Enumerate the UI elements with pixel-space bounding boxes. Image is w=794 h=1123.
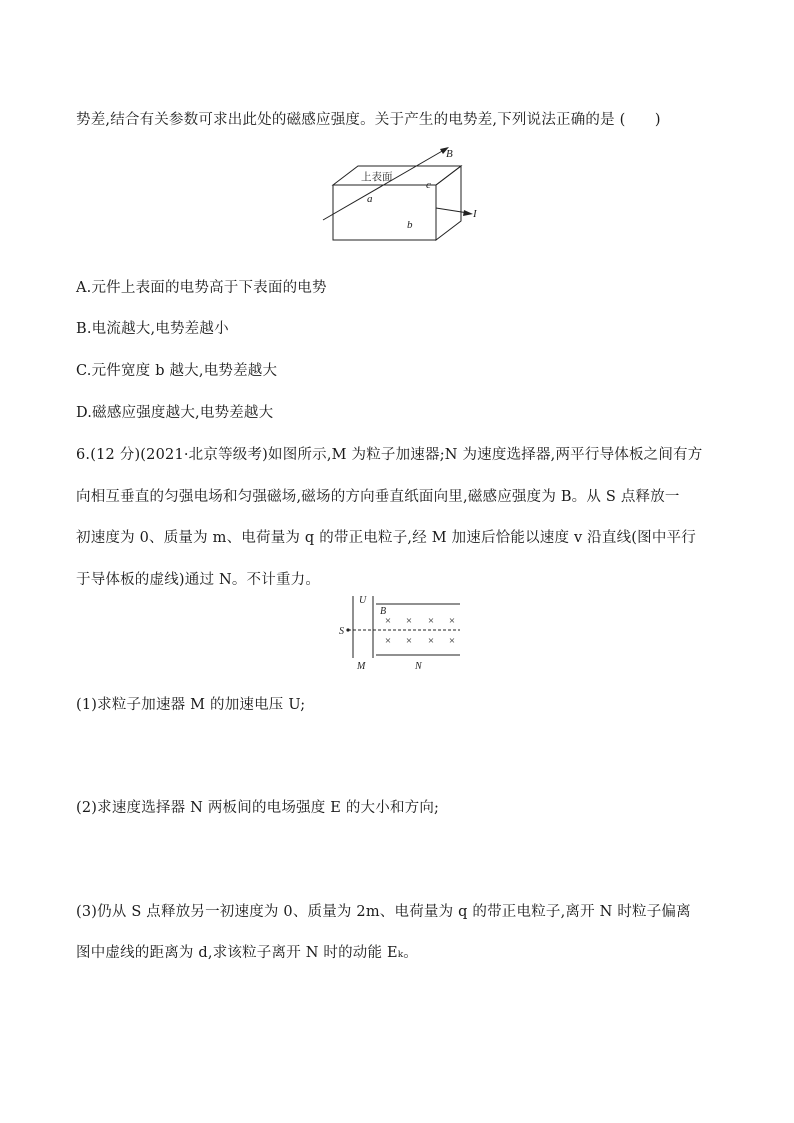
- label-S: S: [339, 626, 344, 637]
- label-a: a: [367, 193, 373, 205]
- label-top-surface: 上表面: [361, 172, 393, 183]
- accelerator-selector-figure: [336, 590, 466, 674]
- box-top-face: [333, 166, 461, 185]
- cross-mark: ×: [405, 635, 413, 647]
- question6-line1: 6.(12 分)(2021·北京等级考)如图所示,M 为粒子加速器;N 为速度选择器,两平行导体板之间有方: [76, 447, 703, 463]
- i-arrowhead: [463, 210, 473, 216]
- hall-element-figure: [316, 138, 486, 248]
- subquestion-1: (1)求粒子加速器 M 的加速电压 U;: [76, 697, 306, 713]
- label-b: b: [407, 219, 413, 231]
- box-right-face: [436, 166, 461, 240]
- label-I: I: [473, 208, 477, 220]
- cross-mark: ×: [405, 615, 413, 627]
- label-B: B: [446, 148, 453, 160]
- cross-mark: ×: [384, 635, 392, 647]
- label-N: N: [415, 661, 422, 672]
- question6-line3: 初速度为 0、质量为 m、电荷量为 q 的带正电粒子,经 M 加速后恰能以速度 v 沿直线(图中平行: [76, 530, 696, 546]
- option-a: A.元件上表面的电势高于下表面的电势: [76, 280, 327, 296]
- label-c: c: [426, 179, 431, 191]
- question6-line2: 向相互垂直的匀强电场和匀强磁场,磁场的方向垂直纸面向里,磁感应强度为 B。从 S 点释放一: [76, 489, 680, 505]
- option-b: B.电流越大,电势差越小: [76, 321, 229, 337]
- label-U: U: [359, 595, 367, 606]
- label-M: M: [357, 661, 366, 672]
- intro-line: 势差,结合有关参数可求出此处的磁感应强度。关于产生的电势差,下列说法正确的是 ( ): [76, 112, 661, 128]
- current-line: [436, 208, 468, 213]
- label-B: B: [380, 606, 387, 617]
- option-d: D.磁感应强度越大,电势差越大: [76, 405, 274, 421]
- cross-mark: ×: [427, 615, 435, 627]
- question6-line4: 于导体板的虚线)通过 N。不计重力。: [76, 572, 321, 588]
- option-c: C.元件宽度 b 越大,电势差越大: [76, 363, 278, 379]
- source-point-s: [346, 628, 349, 631]
- subquestion-3-line2: 图中虚线的距离为 d,求该粒子离开 N 时的动能 Eₖ。: [76, 945, 418, 961]
- subquestion-2: (2)求速度选择器 N 两板间的电场强度 E 的大小和方向;: [76, 800, 440, 816]
- cross-mark: ×: [384, 615, 392, 627]
- cross-mark: ×: [448, 615, 456, 627]
- cross-mark: ×: [427, 635, 435, 647]
- box-front-face: [333, 185, 436, 240]
- subquestion-3-line1: (3)仍从 S 点释放另一初速度为 0、质量为 2m、电荷量为 q 的带正电粒子,离开 N 时粒子偏离: [76, 904, 691, 920]
- cross-mark: ×: [448, 635, 456, 647]
